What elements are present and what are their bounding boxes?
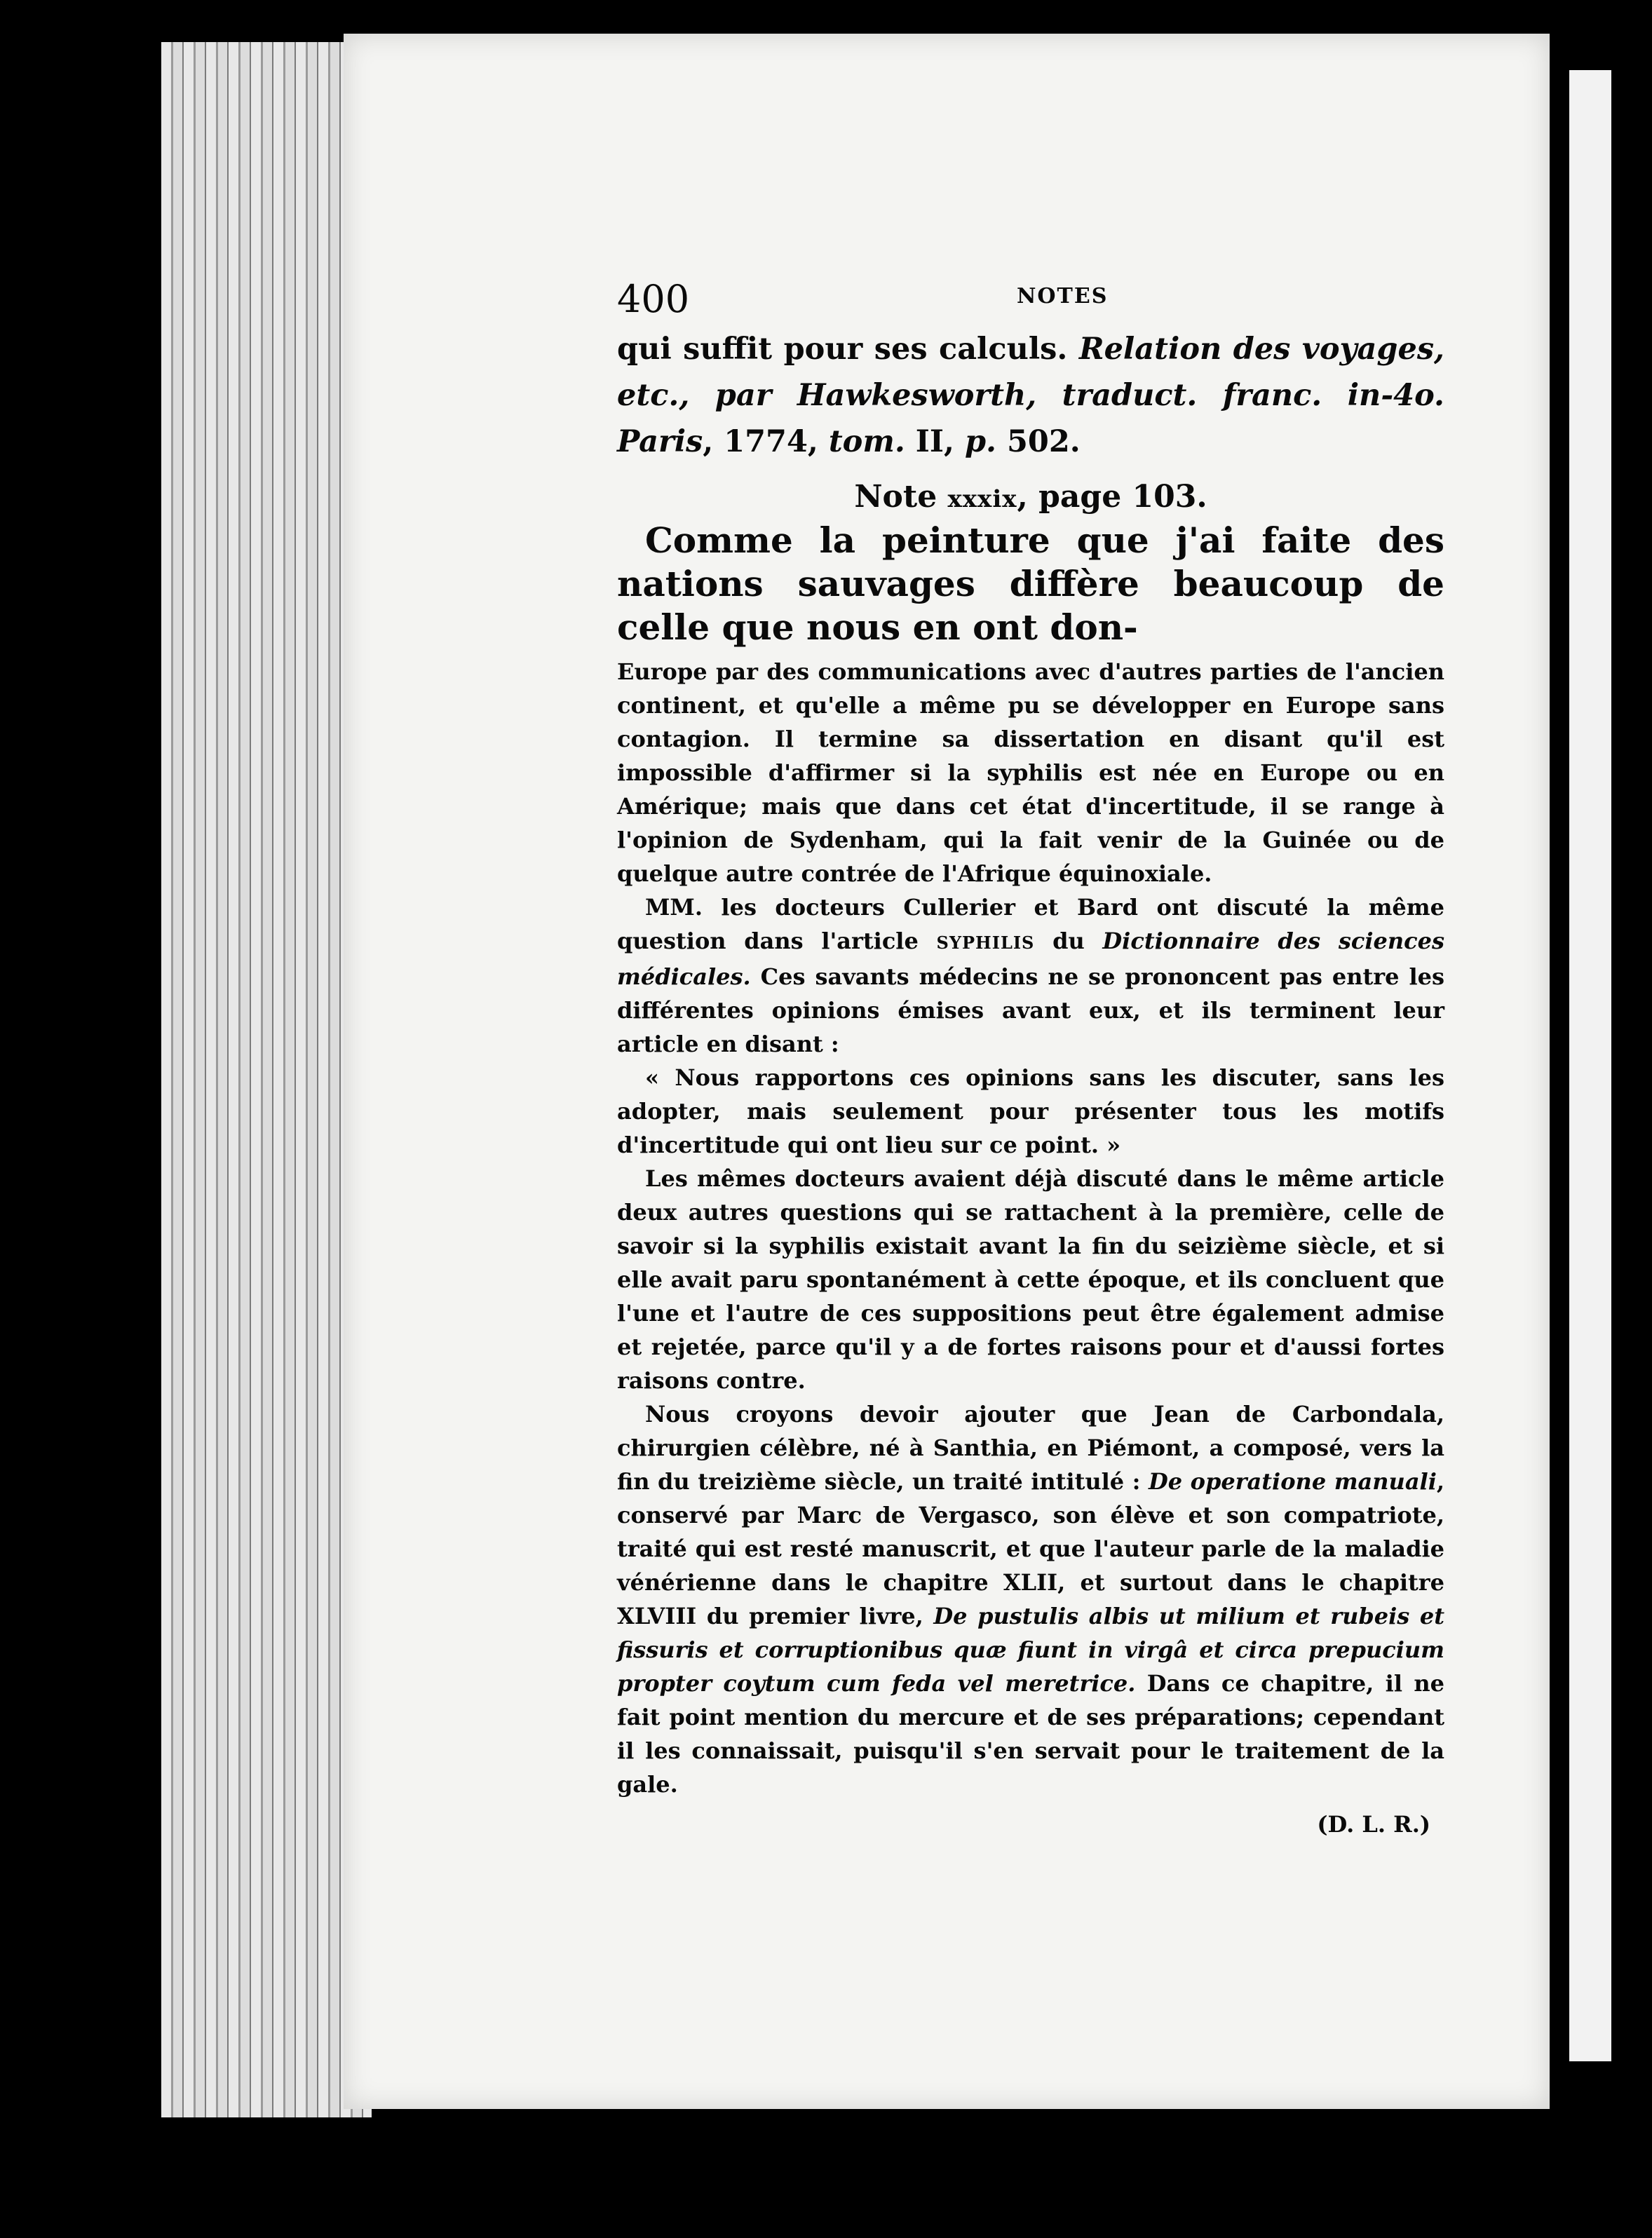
p5-text-a: Nous croyons devoir ajouter que Jean de Carbondala, chirurgien célèbre, né à Santhia, en Piémont, a composé, vers la fin du treizième siècle, un traité intitulé : bbox=[617, 1401, 1444, 1495]
p5-text-b: , conservé par Marc de Vergasco, son élève et son compatriote, traité qui est resté manuscrit, et que l'auteur parle de la maladie vénérienne dans le chapitre XLII, et surtout dans le chapitre XLVIII du premier livre, bbox=[617, 1468, 1444, 1629]
page-number: 400 bbox=[617, 277, 690, 321]
lead-italic-1: Relation des voyages, etc., par Hawkesworth, traduct. franc. in-4o. Paris bbox=[617, 332, 1444, 459]
signature: (D. L. R.) bbox=[1317, 1811, 1430, 1838]
page-edges bbox=[161, 42, 372, 2117]
p5-italic-2: De pustulis albis ut milium et rubeis et fissuris et corruptionibus quæ fiunt in virgâ et circa prepucium propter coytum cum feda vel meretrice. bbox=[617, 1603, 1445, 1697]
lead-italic-3: p. bbox=[964, 424, 997, 459]
lead-text-3: II, bbox=[905, 424, 965, 459]
lead-paragraph bbox=[617, 326, 1444, 465]
p5-text-c: Dans ce chapitre, il ne fait point mention du mercure et de ses préparations; cependant il les connaissait, puisqu'il s'en servait pour le traitement de la gale. bbox=[617, 1670, 1445, 1798]
p2-text-c: Ces savants médecins ne se prononcent pas entre les différentes opinions émises avant eux, et ils terminent leur article en disant : bbox=[617, 963, 1444, 1057]
facing-page-edge bbox=[1569, 70, 1611, 2061]
paragraph-3-quote: « Nous rapportons ces opinions sans les discuter, sans les adopter, mais seulement pour présenter tous les motifs d'incertitude qui ont lieu sur ce point. » bbox=[617, 1064, 1444, 1158]
p5-italic-1: De operatione manuali bbox=[1148, 1468, 1437, 1495]
p2-text-a: MM. les docteurs Cullerier et Bard ont discuté la même question dans l'article bbox=[617, 894, 1444, 954]
note-heading bbox=[617, 479, 1444, 515]
running-head: NOTES bbox=[1017, 284, 1109, 308]
paragraph-4: Les mêmes docteurs avaient déjà discuté dans le même article deux autres questions qui se rattachent à la première, celle de savoir si la syphilis existait avant la fin du seizième siècle, et si elle avait paru spontanément à cette époque, et ils concluent que l'une et l'autre de ces suppositions peut être également admise et rejetée, parce qu'il y a de fortes raisons pour et d'aussi fortes raisons contre. bbox=[617, 1165, 1444, 1394]
paragraph-5 bbox=[617, 1397, 1444, 1801]
note-numeral: xxxix bbox=[947, 485, 1017, 513]
page-content bbox=[617, 277, 1444, 1838]
lead-italic-2: tom. bbox=[828, 424, 905, 459]
paragraph-2 bbox=[617, 890, 1444, 1061]
paragraph-1: Europe par des communications avec d'autres parties de l'ancien continent, et qu'elle a même pu se développer en Europe sans contagion. Il termine sa dissertation en disant qu'il est impossible d'affirmer si la syphilis est née en Europe ou en Amérique; mais que dans cet état d'incertitude, il se range à l'opinion de Sydenham, qui la fait venir de la Guinée ou de quelque autre contrée de l'Afrique équinoxiale. bbox=[617, 658, 1444, 887]
page-header bbox=[617, 277, 1444, 326]
note-prefix: Note bbox=[854, 479, 948, 515]
lead-text-4: 502. bbox=[996, 424, 1081, 459]
p2-text-b: du bbox=[1034, 928, 1103, 954]
note-intro: Comme la peinture que j'ai faite des nations sauvages diffère beaucoup de celle que nous en ont don- bbox=[617, 520, 1444, 648]
p2-italic: Dictionnaire des sciences médicales. bbox=[617, 928, 1445, 990]
p2-smallcaps: SYPHILIS bbox=[936, 932, 1035, 953]
lead-text-1: qui suffit pour ses calculs. bbox=[617, 332, 1079, 367]
note-suffix: , page 103. bbox=[1017, 479, 1207, 515]
lead-text-2: , 1774, bbox=[703, 424, 829, 459]
